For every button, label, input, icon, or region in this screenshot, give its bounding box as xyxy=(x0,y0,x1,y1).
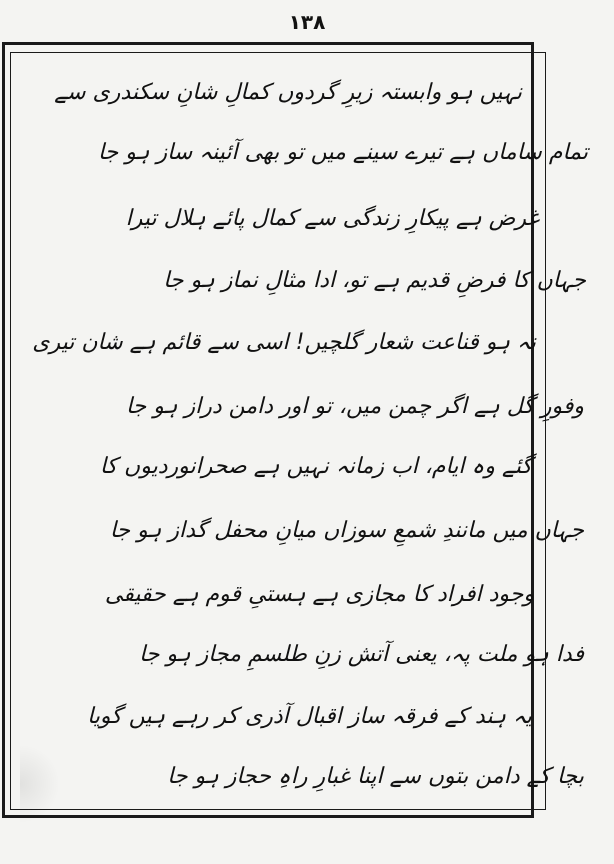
verse-line-2: تمام ساماں ہے تیرے سینے میں تو بھی آئینہ ساز ہو جا xyxy=(97,140,588,165)
verse-line-7: گئے وہ ایام، اب زمانہ نہیں ہے صحرانوردیوں کا xyxy=(99,454,532,479)
verse-line-4: جہاں کا فرضِ قدیم ہے تو، ادا مثالِ نماز ہو جا xyxy=(163,268,586,293)
verse-line-9: وجود افراد کا مجازی ہے ہستیِ قوم ہے حقیقی xyxy=(104,582,534,607)
page-number: ۱۳۸ xyxy=(288,10,326,34)
page-shadow xyxy=(20,744,60,824)
verse-line-3: غرض ہے پیکارِ زندگی سے کمال پائے ہلال تیرا xyxy=(125,206,539,231)
verse-line-11: یہ ہند کے فرقہ ساز اقبال آذری کر رہے ہیں گویا xyxy=(87,704,532,729)
verse-line-5: نہ ہو قناعت شعار گلچیں! اسی سے قائم ہے شان تیری xyxy=(32,330,536,355)
verse-line-12: بچا کے دامن بتوں سے اپنا غبارِ راہِ حجاز ہو جا xyxy=(167,764,584,789)
verse-line-1: نہیں ہو وابستہ زیرِ گردوں کمالِ شانِ سکندری سے xyxy=(54,80,522,105)
verse-line-8: جہاں میں مانندِ شمعِ سوزاں میانِ محفل گداز ہو جا xyxy=(109,518,584,543)
verse-line-6: وفورِ گل ہے اگر چمن میں، تو اور دامن دراز ہو جا xyxy=(125,394,584,419)
verse-line-10: فدا ہو ملت پہ، یعنی آتش زنِ طلسمِ مجاز ہو جا xyxy=(139,642,584,667)
